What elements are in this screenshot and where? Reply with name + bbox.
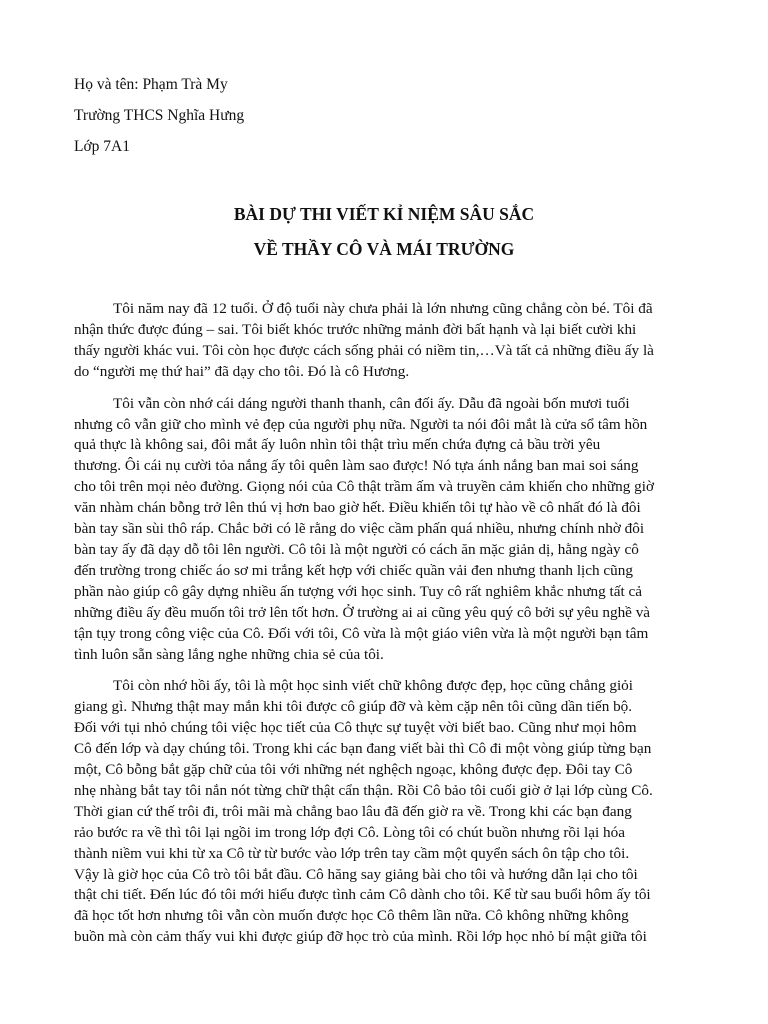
essay-title-line-1: BÀI DỰ THI VIẾT KỈ NIỆM SÂU SẮC xyxy=(233,204,535,224)
text-line: nhưng cô vẫn giữ cho mình vẻ đẹp của người phụ nữa. Người ta nói đôi mắt là cửa sổ tâm hồn xyxy=(74,415,648,433)
student-name: Họ và tên: Phạm Trà My xyxy=(74,76,228,93)
text-line: thấy người khác vui. Tôi còn học được cách sống phải có niềm tin,…Và tất cả những điều ấy là xyxy=(74,341,654,359)
text-line: thật chi tiết. Đến lúc đó tôi mới hiểu được tình cảm Cô dành cho tôi. Kể từ sau buổi hôm ấy tôi xyxy=(74,886,651,904)
text-line: đã học tốt hơn nhưng tôi vẫn còn muốn được học Cô thêm lần nữa. Cô không những không xyxy=(74,907,629,925)
text-line: tình luôn sẵn sàng lắng nghe những chia sẻ của tôi. xyxy=(74,645,384,663)
text-line: Tôi vẫn còn nhớ cái dáng người thanh thanh, cân đối ấy. Dẫu đã ngoài bốn mươi tuổi xyxy=(113,394,630,412)
paragraph-2 xyxy=(74,394,700,666)
text-line: Đối với tụi nhỏ chúng tôi việc học tiết của Cô thực sự tuyệt vời biết bao. Cũng như mọi hôm xyxy=(74,719,637,737)
text-line: Vậy là giờ học của Cô trò tôi bắt đầu. Cô hăng say giảng bài cho tôi và hướng dẫn lại cho tôi xyxy=(74,865,638,883)
essay-body xyxy=(74,299,700,959)
text-line: nhẹ nhàng bắt tay tôi nắn nót từng chữ thật cẩn thận. Rồi Cô bảo tôi cuối giờ ở lại lớp cùng Cô. xyxy=(74,781,653,799)
text-line: Thời gian cứ thế trôi đi, trôi mãi mà chẳng bao lâu đã đến giờ ra về. Trong khi các bạn đang xyxy=(74,802,632,820)
essay-title-line-2: VỀ THẦY CÔ VÀ MÁI TRƯỜNG xyxy=(253,239,515,259)
text-line: Tôi còn nhớ hồi ấy, tôi là một học sinh viết chữ không được đẹp, học cũng chẳng giỏi xyxy=(113,677,633,695)
text-line: thương. Ôi cái nụ cười tỏa nắng ấy tôi quên làm sao được! Nó tựa ánh nắng ban mai soi sáng xyxy=(74,457,639,475)
paragraph-3 xyxy=(74,676,700,948)
text-line: những điều ấy đều muốn tôi trở lên tốt hơn. Ở trường ai ai cũng yêu quý cô bởi sự yêu nghề và xyxy=(74,603,651,621)
text-line: do “người mẹ thứ hai” đã dạy cho tôi. Đó là cô Hương. xyxy=(74,362,410,380)
text-line: một, Cô bỗng bắt gặp chữ của tôi với những nét nghệch ngoạc, không được đẹp. Đôi tay Cô xyxy=(74,761,633,779)
school-name: Trường THCS Nghĩa Hưng xyxy=(74,107,245,124)
text-line: phần nào giúp cô gây dựng nhiều ấn tượng với học sinh. Tuy cô rất nghiêm khắc nhưng tất cả xyxy=(74,582,643,600)
text-line: nhận thức được đúng – sai. Tôi biết khóc trước những mảnh đời bất hạnh và lại biết cười khi xyxy=(74,320,637,338)
class-name: Lớp 7A1 xyxy=(74,138,130,155)
text-line: bàn tay ấy đã dạy dỗ tôi lên người. Cô tôi là một người có cách ăn mặc giản dị, hằng ngày cô xyxy=(74,540,639,558)
text-line: cho tôi trên mọi nẻo đường. Giọng nói của Cô thật trầm ấm và truyền cảm khiến cho những giờ xyxy=(74,478,654,496)
text-line: Tôi năm nay đã 12 tuổi. Ở độ tuổi này chưa phải là lớn nhưng cũng chẳng còn bé. Tôi đã xyxy=(113,300,653,317)
text-line: quả thực là không sai, đôi mắt ấy luôn nhìn tôi thật trìu mến chứa đựng cả bầu trời yêu xyxy=(74,436,601,454)
text-line: văn nhàm chán bỗng trở lên thú vị hơn bao giờ hết. Điều khiến tôi tự hào về cô nhất đó là đôi xyxy=(74,499,641,517)
text-line: rảo bước ra về thì tôi lại ngồi im trong lớp đợi Cô. Lòng tôi có chút buồn nhưng rồi lại hóa xyxy=(74,823,625,841)
text-line: giang gì. Nhưng thật may mắn khi tôi được cô giúp đỡ và kèm cặp nên tôi cũng dần tiến bộ. xyxy=(74,698,633,716)
text-line: Cô đến lớp và dạy chúng tôi. Trong khi các bạn đang viết bài thì Cô đi một vòng giúp từng bạn xyxy=(74,740,652,758)
text-line: tận tụy trong công việc của Cô. Đối với tôi, Cô vừa là một giáo viên vừa là một người bạn tâm xyxy=(74,624,649,642)
text-line: buồn mà còn cảm thấy vui khi được giúp đỡ học trò của mình. Rồi lớp học nhỏ bí mật giữa tôi xyxy=(74,928,647,946)
paragraph-1 xyxy=(74,299,700,383)
text-line: thành niềm vui khi từ xa Cô từ từ bước vào lớp trên tay cầm một quyển sách ôn tập cho tôi. xyxy=(74,844,630,862)
text-line: bàn tay sần sùi thô ráp. Chắc bởi có lẽ rằng do việc cầm phấn quá nhiều, nhưng chính nhờ đôi xyxy=(74,520,645,538)
text-line: đến trường trong chiếc áo sơ mi trắng kết hợp với chiếc quần vải đen nhưng thanh lịch cũng xyxy=(74,561,633,579)
